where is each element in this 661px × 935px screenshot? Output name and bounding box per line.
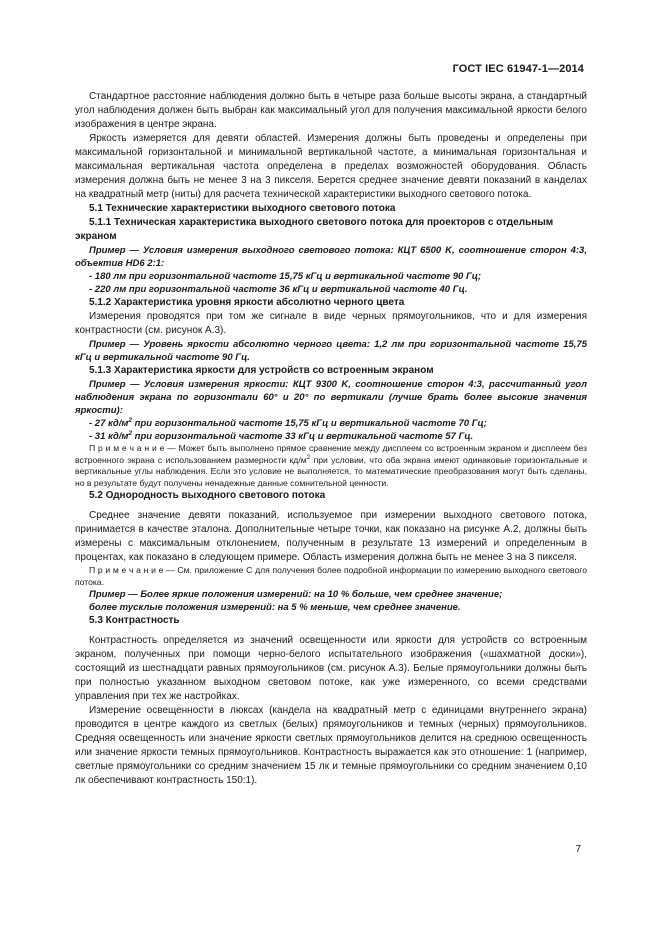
paragraph-viewing-distance: Стандартное расстояние наблюдения должно быть в четыре раза больше высоты экрана, а стандартный угол наблюдения должен быть выбран как максимальный угол для получения максимальной яркости белого изображения в центре экрана. xyxy=(75,91,587,130)
value-text: - 27 кд/м xyxy=(89,418,129,429)
example-5-2-line-2: более тусклые положения измерений: на 5 % меньше, чем среднее значение. xyxy=(89,602,461,613)
heading-5-1: 5.1 Технические характеристики выходного светового потока xyxy=(89,203,396,214)
example-5-1-3-item-1 xyxy=(75,417,587,430)
note-5-2 xyxy=(75,565,587,588)
example-5-1-2: Пример — Уровень яркости абсолютно черного цвета: 1,2 лм при горизонтальной частоте 15,75 кГц и вертикальной частоте 90 Гц. xyxy=(75,339,587,363)
superscript: 2 xyxy=(306,453,311,461)
note-label: П р и м е ч а н и е xyxy=(89,565,164,575)
paragraph-uniformity: Среднее значение девяти показаний, используемое при измерении выходного светового потока, принимается в качестве эталона. Дополнительные четыре точки, как показано на рисунке А.2, должны быть измерены с максимальным отклонением, полученным в результате 13 измерений и определенным в процентах, как показано в следующем примере. Область измерения должна быть не менее 3 на 3 пикселя. xyxy=(75,510,587,563)
note-text: — См. приложение С для получения более подробной информации по измерению выходного светового потока. xyxy=(75,565,588,587)
value-text: при горизонтальной частоте 15,75 кГц и вертикальной частоте 70 Гц; xyxy=(132,418,487,429)
heading-5-1-2: 5.1.2 Характеристика уровня яркости абсолютно черного цвета xyxy=(89,297,405,308)
example-5-2-line-1: Пример — Более яркие положения измерений: на 10 % больше, чем среднее значение; xyxy=(89,589,503,600)
paragraph-contrast-measurement: Измерение освещенности в люксах (кандела на квадратный метр с единицами внутреннего экрана) проводится в центре каждого из светлых (белых) прямоугольников и темных (черных) прямоугольников. Средняя освещенность или значение яркости светлых прямоугольников делится на среднюю освещенность или значение яркости темных прямоугольников. Контрастность выражается как это отношение: 1 (например, светлые прямоугольники со средним значением 15 лк и темные прямоугольники со средним значением 0,10 лк обеспечивают контрастность 150:1). xyxy=(75,705,587,786)
paragraph-brightness-measurement: Яркость измеряется для девяти областей. Измерения должны быть проведены и определены при максимальной горизонтальной и минимальной вертикальной частоте, а минимальная горизонтальная и максимальная вертикальная частота определена в пределах возможностей оборудования. Область измерения должна быть не менее 3 на 3 пикселя. Берется среднее значение девяти показаний в канделах на квадратный метр (ниты) для расчета технической характеристики выходного светового потока. xyxy=(75,133,587,200)
value-text: - 31 кд/м xyxy=(89,431,129,442)
example-5-1-1-item-2: - 220 лм при горизонтальной частоте 36 кГц и вертикальной частоте 40 Гц. xyxy=(89,284,468,295)
value-text: при горизонтальной частоте 33 кГц и вертикальной частоте 57 Гц. xyxy=(132,431,474,442)
note-label: П р и м е ч а н и е xyxy=(89,443,165,453)
example-5-1-3-item-2 xyxy=(75,430,587,443)
superscript: 2 xyxy=(128,416,132,424)
note-text: при условии, что оба экрана имеют одинаковые горизонтальные и вертикальные углы наблюдения. Если это условие не выполняется, то математические преобразования могут быть сделаны, но в результате будут получены ненадежные данные сомнительной ценности. xyxy=(75,454,588,488)
paragraph-contrast-definition: Контрастность определяется из значений освещенности или яркости для устройств со встроенным экраном, полученных при помощи черно-белого испытательного изображения («шахматной доски»), состоящий из шестнадцати равных прямоугольников (см. рисунок А.3). Белые прямоугольники должны быть при полностью указанном выходном световом потоке, как уже измеренного, со всеми средствами управления при тех же настройках. xyxy=(75,635,587,702)
note-text: — Может быть выполнено прямое сравнение между дисплеем со встроенным экраном и дисплеем без встроенного экрана с использованием размерности кд/м xyxy=(75,443,587,465)
document-body xyxy=(75,90,587,788)
heading-5-1-3: 5.1.3 Характеристика яркости для устройств со встроенным экраном xyxy=(89,365,434,376)
example-5-1-1-item-1: - 180 лм при горизонтальной частоте 15,75 кГц и вертикальной частоте 90 Гц; xyxy=(89,271,482,282)
paragraph-black-level: Измерения проводятся при том же сигнале в виде черных прямоугольников, что и для измерения контрастности (см. рисунок А.3). xyxy=(75,311,587,336)
standard-header: ГОСТ IEC 61947-1—2014 xyxy=(452,63,584,75)
superscript: 2 xyxy=(128,429,132,437)
heading-5-1-1: 5.1.1 Техническая характеристика выходного светового потока для проекторов с отдельным экраном xyxy=(75,217,554,242)
page-number: 7 xyxy=(575,844,581,855)
note-5-1-3 xyxy=(75,443,587,489)
example-5-1-3: Пример — Условия измерения яркости: КЦТ 9300 K, соотношение сторон 4:3, рассчитанный угол наблюдения экрана по горизонтали 60° и 20° по вертикали (лучше брать более высокие значения яркости): xyxy=(75,379,587,416)
heading-5-2: 5.2 Однородность выходного светового потока xyxy=(89,490,326,501)
example-5-1-1: Пример — Условия измерения выходного светового потока: КЦТ 6500 K, соотношение сторон 4:3, объектив HD6 2:1: xyxy=(75,245,587,269)
heading-5-3: 5.3 Контрастность xyxy=(89,615,180,626)
